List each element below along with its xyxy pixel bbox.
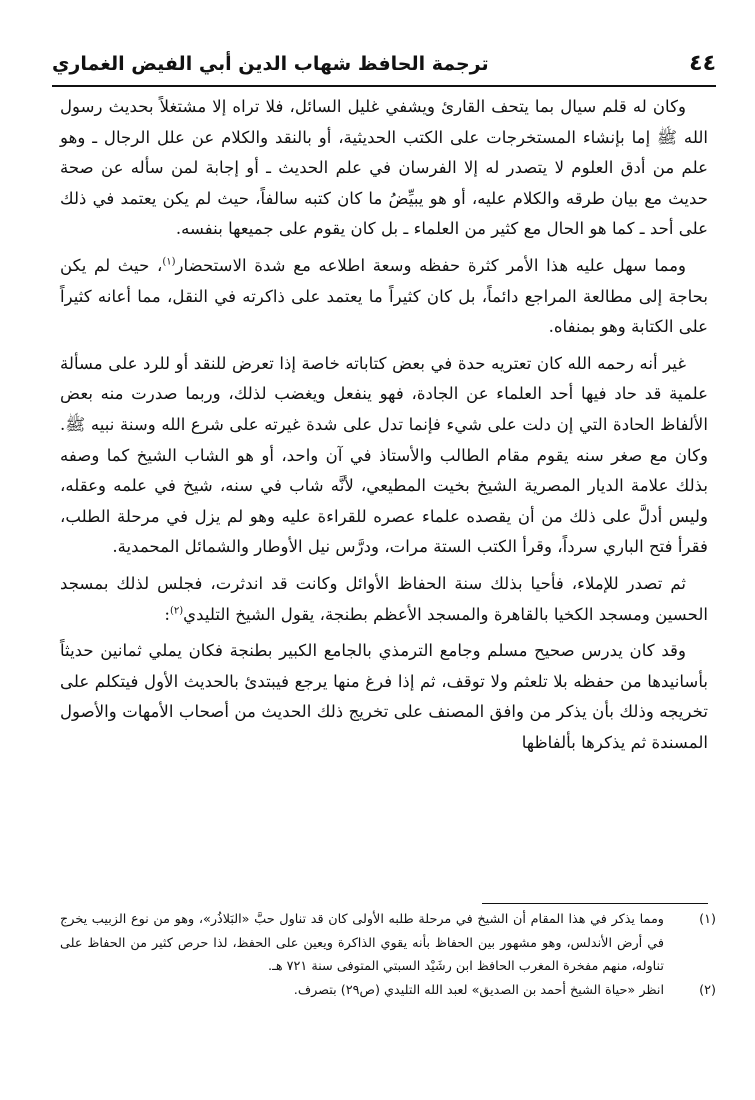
footnote-text: انظر «حياة الشيخ أحمد بن الصديق» لعبد الله التليدي (ص٢٩) بتصرف. [293, 982, 664, 998]
footnote-2 [60, 979, 716, 1003]
paragraph-2 [60, 251, 708, 343]
footnote-number: (٢) [699, 982, 716, 998]
header-rule [52, 85, 716, 87]
paragraph-4-text-a: ثم تصدر للإملاء، فأحيا بذلك سنة الحفاظ الأوائل وكانت قد اندثرت، فجلس لذلك بمسجد الحسين ومسجد الكخيا بالقاهرة والمسجد الأعظم بطنجة، يقول الشيخ التليدي [60, 573, 708, 624]
paragraph-3: غير أنه رحمه الله كان تعتريه حدة في بعض كتاباته خاصة إذا تعرض للنقد أو للرد على مسألة علمية قد حاد فيها أحد العلماء عن الجادة، فهو ينفعل ويغضب لذلك، وربما صدرت منه بعض الألفاظ الحادة التي إن دلت على شيء فإنما تدل على شدة غيرته على شرع الله وسنة نبيه ﷺ. وكان مع صغر سنه يقوم مقام الطالب والأستاذ في آن واحد، أو هو الشاب الشيخ كما وصفه بذلك علامة الديار المصرية الشيخ بخيت المطيعي، لأنَّه شاب في سنه، شيخ في علمه وعقله، وليس أدلَّ على ذلك من أن يقصده علماء عصره للقراءة عليه وهو لم يزل في مرحلة الطلب، فقرأ فتح الباري سرداً، وقرأ الكتب الستة مرات، ودرَّس نيل الأوطار والشمائل المحمدية. [60, 353, 708, 557]
footnote-1 [60, 908, 716, 979]
footnote-text: ومما يذكر في هذا المقام أن الشيخ في مرحلة طلبه الأولى كان قد تناول حبَّ «البَلاذُر»، وهو من نوع الزبيب يخرج في أرض الأندلس، وهو مشهور بين الحفاظ بأنه يقوي الذاكرة ويعين على الحفظ، لذا حرص كثير من الحفاظ على تناوله، منهم مفخرة المغرب الحافظ ابن رشَيْد السبتي المتوفى سنة ٧٢١ هـ. [60, 912, 664, 975]
paragraph-5: وقد كان يدرس صحيح مسلم وجامع الترمذي بالجامع الكبير بطنجة فكان يملي ثمانين حديثاً بأسانيدها من حفظه بلا تلعثم ولا توقف، ثم إذا فرغ منها يرجع فيبتدئ بالحديث الأول فيتكلم على تخريجه وذلك بأن يذكر من وافق المصنف على تخريج ذلك الحديث من أصحاب الأمهات والأصول المسندة ثم يذكرها بألفاظها [60, 641, 708, 752]
footnote-separator [482, 903, 708, 904]
footnote-ref-1: (١) [162, 256, 176, 268]
page-number: ٤٤ [689, 51, 716, 76]
footnotes [60, 908, 716, 1002]
running-title: ترجمة الحافظ شهاب الدين أبي الفيض الغماري [52, 53, 489, 75]
paragraph-2-text-a: ومما سهل عليه هذا الأمر كثرة حفظه وسعة اطلاعه مع شدة الاستحضار [175, 255, 686, 275]
footnote-number: (١) [699, 912, 716, 927]
page-header [52, 42, 716, 82]
paragraph-2-text-b: ، حيث لم يكن بحاجة إلى مطالعة المراجع دائماً، بل كان كثيراً ما يعتمد على ذاكرته في النقل، مما أعانه كثيراً على الكتابة وهو بمنفاه. [60, 255, 708, 337]
body-text [60, 92, 708, 764]
paragraph-4-text-b: : [164, 604, 170, 624]
paragraph-1: وكان له قلم سيال بما يتحف القارئ ويشفي غليل السائل، فلا تراه إلا مشتغلاً بحديث رسول الله ﷺ إما بإنشاء المستخرجات على الكتب الحديثية، أو بالنقد والكلام عن علل الرجال ـ وهو علم من أدق العلوم لا يتصدر له إلا الفرسان في علم الحديث ـ أو إجابة لمن سأله عن صحة حديث مع بيان طرقه والكلام عليه، أو هو يبيِّضُ ما كان كتبه سالفاً، حيث لم يكن يعتمد في ذلك على أحد ـ كما هو الحال مع كثير من العلماء ـ بل كان يقوم على جميعها بنفسه. [60, 97, 708, 239]
paragraph-4 [60, 569, 708, 630]
footnote-ref-2: (٢) [169, 604, 184, 616]
